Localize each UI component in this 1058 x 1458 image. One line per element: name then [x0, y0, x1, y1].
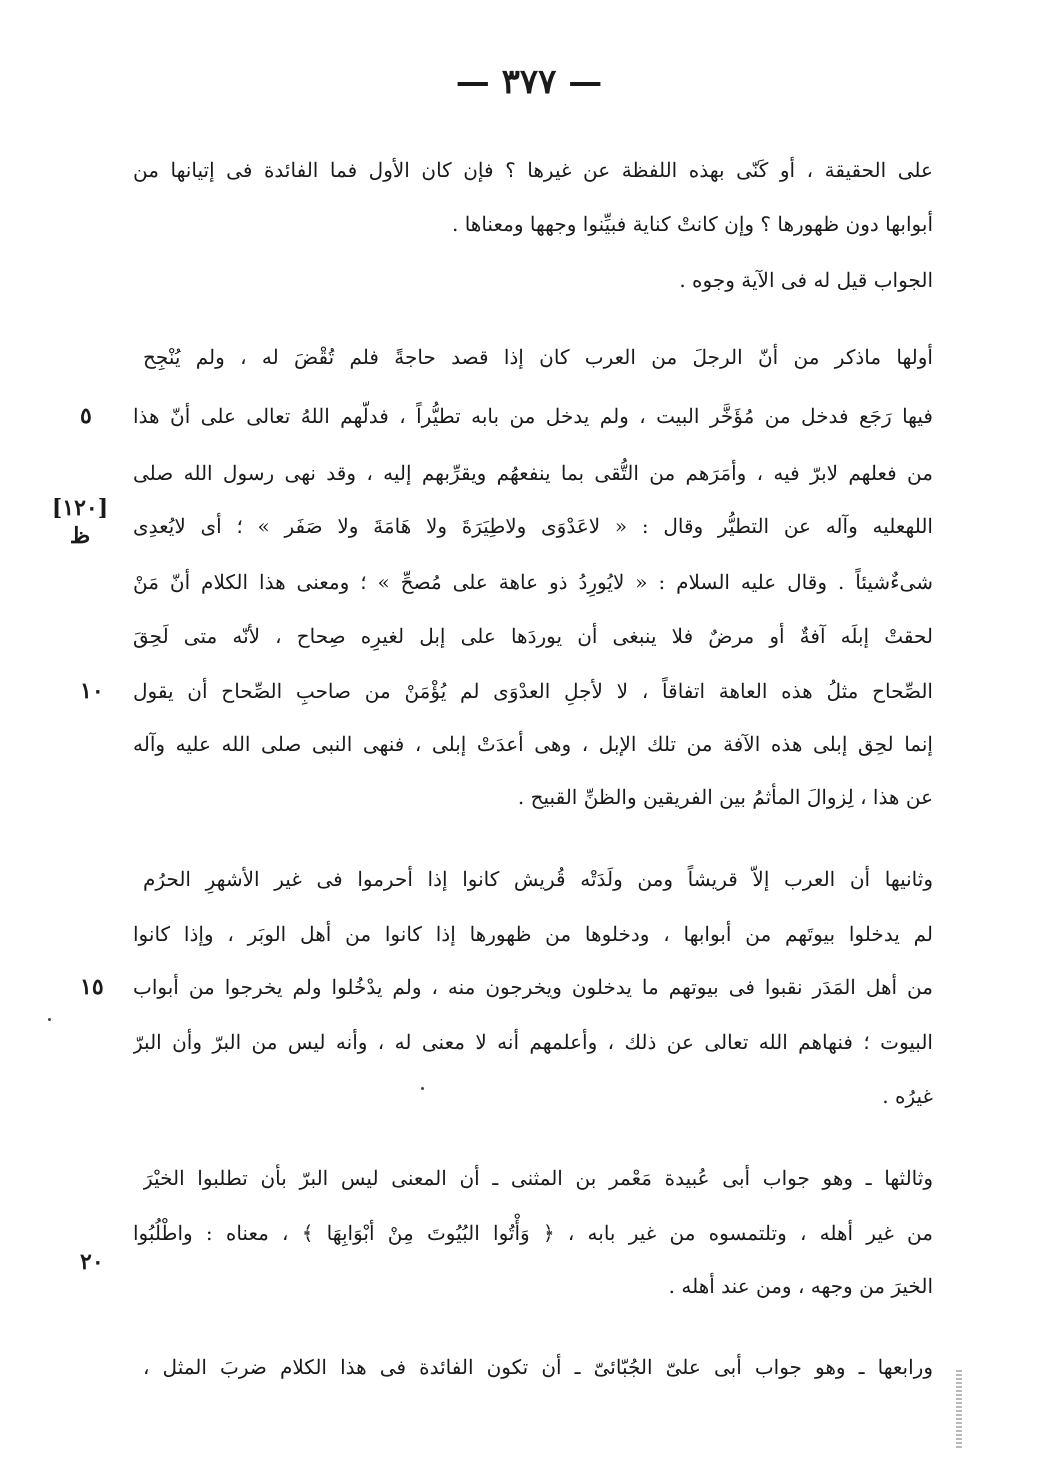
scan-speck — [48, 1018, 51, 1021]
line-number-5: ٥ — [80, 403, 92, 429]
line-number-15: ١٥ — [80, 974, 104, 1000]
text-line: الجواب قيل له فى الآية وجوه . — [679, 268, 933, 292]
text-line: الخيرَ من وجهه ، ومن عند أهله . — [668, 1274, 933, 1298]
text-line: ورابعها ـ وهو جواب أبى علىّ الجُبّائىّ ـ أن تكون الفائدة فى هذا الكلام ضربَ المثل ، — [143, 1355, 933, 1379]
margin-folio-reference — [32, 494, 128, 550]
folio-side: ظ — [69, 523, 91, 549]
scan-speck — [421, 1087, 424, 1090]
text-line: فيها رَجَع فدخل من مُؤَخَّر البيت ، ولم يدخل من بابه تطيُّراً ، فدلّهم اللهُ تعالى على أنّ هذا — [133, 404, 933, 428]
text-line: غيرُه . — [882, 1084, 933, 1108]
page-number: — ٣٧٧ — — [455, 62, 603, 102]
text-line: أولها ماذكر من أنّ الرجلَ من العرب كان إذا قصد حاجةً فلم تُقْضَ له ، ولم يُنْجِح — [143, 345, 933, 369]
folio-number: [١٢٠] — [51, 495, 109, 521]
text-line: إنما لحِق إبلى هذه الآفة من تلك الإبل ، وهى أعدَتْ إبلى ، فنهى النبى صلى الله عليه وآله — [133, 732, 933, 756]
text-line: من فعلهم لابرّ فيه ، وأمَرَهم من التُّقى بما ينفعهُم ويقرِّبهم إليه ، وقد نهى رسول الله صلى — [133, 461, 933, 485]
text-line: البيوت ؛ فنهاهم الله تعالى عن ذلك ، وأعلمهم أنه لا معنى له ، وأنه ليس من البرّ وأن البرّ — [133, 1030, 933, 1054]
text-line: لم يدخلوا بيوتَهم من أبوابها ، ودخلوها من ظهورها إذا كانوا من أهل الوبَر ، وإذا كانوا — [133, 922, 933, 946]
text-line: من أهل المَدَر نقبوا فى بيوتهم ما يدخلون ويخرجون منه ، ولم يدْخُلوا ولم يخرجوا من أبواب — [133, 975, 933, 999]
scan-edge-mark — [956, 1370, 962, 1450]
text-line: اللهعليه وآله عن التطيُّر وقال : « لاعَدْوَى ولاطِيَرَةَ ولا هَامَةَ ولا صَفَر » ؛ أى لايُعدِى — [133, 514, 933, 538]
text-line: وثالثها ـ وهو جواب أبى عُبيدة مَعْمر بن المثنى ـ أن المعنى ليس البرّ بأن تطلبوا الخيْرَ — [143, 1166, 933, 1190]
line-number-10: ١٠ — [80, 678, 104, 704]
text-line: على الحقيقة ، أو كَنّى بهذه اللفظة عن غيرها ؟ فإن كان الأول فما الفائدة فى إتيانها من — [133, 158, 933, 182]
line-number-20: ٢٠ — [80, 1249, 104, 1275]
text-line: لحقتْ إبلَه آفةٌ أو مرضٌ فلا ينبغى أن يوردَها على إبل لغيرِه صِحاح ، لأنّه متى لَحِقَ — [133, 624, 933, 648]
text-line: شىءٌشيئاً . وقال عليه السلام : « لايُورِدُ ذو عاهة على مُصحِّ » ؛ ومعنى هذا الكلام أنّ مَنْ — [133, 570, 933, 594]
text-line: أبوابها دون ظهورها ؟ وإن كانتْ كناية فبيِّنوا وجهها ومعناها . — [451, 212, 933, 236]
text-line: الصِّحاح مثلُ هذه العاهة اتفاقاً ، لا لأجلِ العدْوَى لم يُؤْمَنْ من صاحبِ الصِّحاح أن يقول — [133, 679, 933, 703]
text-line: من غير أهله ، وتلتمسوه من غير بابه ، ﴿ وَأْتُوا البُيُوتَ مِنْ أبْوَابِهَا ﴾ ، معناه : واطْلُبُوا — [133, 1221, 933, 1245]
text-line: وثانيها أن العرب إلاّ قريشاً ومن ولَدَتْه قُريش كانوا إذا أحرموا فى غير الأشهرِ الحرُم — [143, 867, 933, 891]
text-line: عن هذا ، لِزوالَ المأثمُ بين الفريقين والظنِّ القبيح . — [517, 785, 933, 809]
